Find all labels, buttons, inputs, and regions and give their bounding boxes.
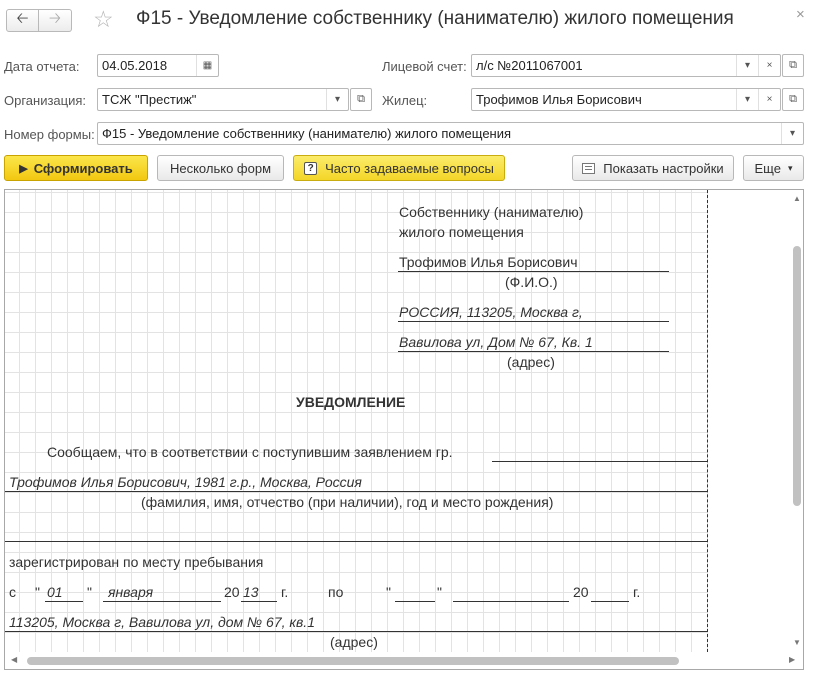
scroll-left-icon[interactable]: ◀ <box>11 655 18 664</box>
dropdown-icon[interactable]: ▾ <box>736 89 758 110</box>
forward-button[interactable] <box>39 9 72 32</box>
address-line2: Вавилова ул, Дом № 67, Кв. 1 <box>399 334 593 350</box>
open-organization-button[interactable] <box>350 88 372 111</box>
underline <box>591 601 629 602</box>
registration-address-caption: (адрес) <box>330 634 378 650</box>
open-icon: ⧉ <box>789 59 797 71</box>
century-value: 20 <box>224 584 240 600</box>
open-resident-button[interactable] <box>782 88 804 111</box>
open-account-button[interactable] <box>782 54 804 77</box>
year-value: 13 <box>243 584 259 600</box>
form-number-value: Ф15 - Уведомление собственнику (нанимателю) жилого помещения <box>102 126 512 141</box>
underline <box>395 601 435 602</box>
account-value: л/с №2011067001 <box>476 58 583 73</box>
clear-icon[interactable]: × <box>758 55 780 76</box>
fio-caption: (Ф.И.О.) <box>505 274 558 290</box>
several-forms-label: Несколько форм <box>169 160 272 176</box>
more-button[interactable] <box>743 155 804 181</box>
quote-open-2: " <box>386 584 391 600</box>
form-number-label: Номер формы: <box>4 127 95 142</box>
registration-address: 113205, Москва г, Вавилова ул, дом № 67, кв.1 <box>9 614 315 630</box>
resident-value: Трофимов Илья Борисович <box>476 92 642 107</box>
show-settings-label: Показать настройки <box>603 160 724 176</box>
report-date-value: 04.05.2018 <box>102 58 168 73</box>
organization-value: ТСЖ "Престиж" <box>102 92 197 107</box>
day-value: 01 <box>47 584 63 600</box>
intro-text: Сообщаем, что в соответствии с поступившим заявлением гр. <box>47 444 453 460</box>
underline <box>241 601 277 602</box>
quote-close-2: " <box>437 584 442 600</box>
quote-close: " <box>87 584 92 600</box>
vertical-scrollbar[interactable] <box>790 190 804 652</box>
close-icon[interactable]: × <box>796 6 805 23</box>
dropdown-icon[interactable]: ▾ <box>736 55 758 76</box>
from-label: с <box>9 584 16 600</box>
page-border <box>707 190 708 652</box>
underline <box>5 631 707 632</box>
to-owner-line1: Собственнику (нанимателю) <box>399 204 584 220</box>
favorite-star-icon[interactable]: ☆ <box>93 6 114 32</box>
to-label: по <box>328 584 344 600</box>
page-title: Ф15 - Уведомление собственнику (нанимателю) жилого помещения <box>136 8 734 29</box>
account-field[interactable] <box>471 54 781 77</box>
underline <box>5 491 707 492</box>
faq-label: Часто задаваемые вопросы <box>325 160 494 176</box>
underline <box>453 601 569 602</box>
more-label: Еще <box>754 160 781 176</box>
clear-icon[interactable]: × <box>758 89 780 110</box>
scroll-up-icon[interactable]: ▲ <box>793 194 801 203</box>
notice-heading: УВЕДОМЛЕНИЕ <box>296 394 406 410</box>
year-suffix: г. <box>281 584 289 600</box>
address-line1: РОССИЯ, 113205, Москва г, <box>399 304 583 320</box>
year-suffix-2: г. <box>633 584 641 600</box>
question-icon: ? <box>304 162 317 175</box>
vertical-scroll-thumb[interactable] <box>793 246 801 506</box>
underline <box>103 601 221 602</box>
account-label: Лицевой счет: <box>382 59 467 74</box>
to-owner-line2: жилого помещения <box>399 224 524 240</box>
open-icon: ⧉ <box>357 93 365 105</box>
organization-label: Организация: <box>4 93 87 108</box>
report-date-field[interactable] <box>97 54 219 77</box>
page-margin <box>708 190 790 652</box>
scroll-down-icon[interactable]: ▼ <box>793 638 801 647</box>
resident-field[interactable] <box>471 88 781 111</box>
resident-label: Жилец: <box>382 93 428 108</box>
organization-field[interactable] <box>97 88 349 111</box>
form-number-field[interactable] <box>97 122 804 145</box>
play-icon: ▶ <box>19 162 28 175</box>
horizontal-scrollbar[interactable] <box>5 652 804 670</box>
underline <box>5 541 707 542</box>
owner-name: Трофимов Илья Борисович <box>399 254 578 270</box>
person-info: Трофимов Илья Борисович, 1981 г.р., Москва, Россия <box>9 474 362 490</box>
show-settings-button[interactable] <box>572 155 734 181</box>
month-value: января <box>108 584 154 600</box>
report-date-label: Дата отчета: <box>4 59 80 74</box>
navigation-buttons <box>6 9 72 32</box>
arrow-left-icon: 🡠 <box>16 10 29 27</box>
dropdown-icon[interactable]: ▾ <box>781 123 803 144</box>
chevron-down-icon: ▾ <box>787 162 793 173</box>
arrow-right-icon: 🡢 <box>48 10 62 27</box>
quote-open: " <box>35 584 40 600</box>
settings-list-icon <box>582 163 595 174</box>
horizontal-scroll-thumb[interactable] <box>27 657 679 665</box>
several-forms-button[interactable] <box>157 155 284 181</box>
underline <box>492 461 707 462</box>
generate-button-label: Сформировать <box>33 160 133 176</box>
scroll-right-icon[interactable]: ▶ <box>789 655 796 664</box>
underline <box>45 601 83 602</box>
calendar-icon[interactable]: ▦ <box>196 55 218 76</box>
dropdown-icon[interactable]: ▾ <box>326 89 348 110</box>
underline <box>398 321 669 322</box>
registered-text: зарегистрирован по месту пребывания <box>9 554 264 570</box>
open-icon: ⧉ <box>789 93 797 105</box>
report-document[interactable] <box>4 189 804 670</box>
underline <box>398 351 669 352</box>
faq-button[interactable] <box>293 155 505 181</box>
person-caption: (фамилия, имя, отчество (при наличии), год и место рождения) <box>141 494 554 510</box>
underline <box>398 271 669 272</box>
back-button[interactable] <box>6 9 39 32</box>
century-value-2: 20 <box>573 584 589 600</box>
generate-button[interactable] <box>4 155 148 181</box>
address-caption: (адрес) <box>507 354 555 370</box>
